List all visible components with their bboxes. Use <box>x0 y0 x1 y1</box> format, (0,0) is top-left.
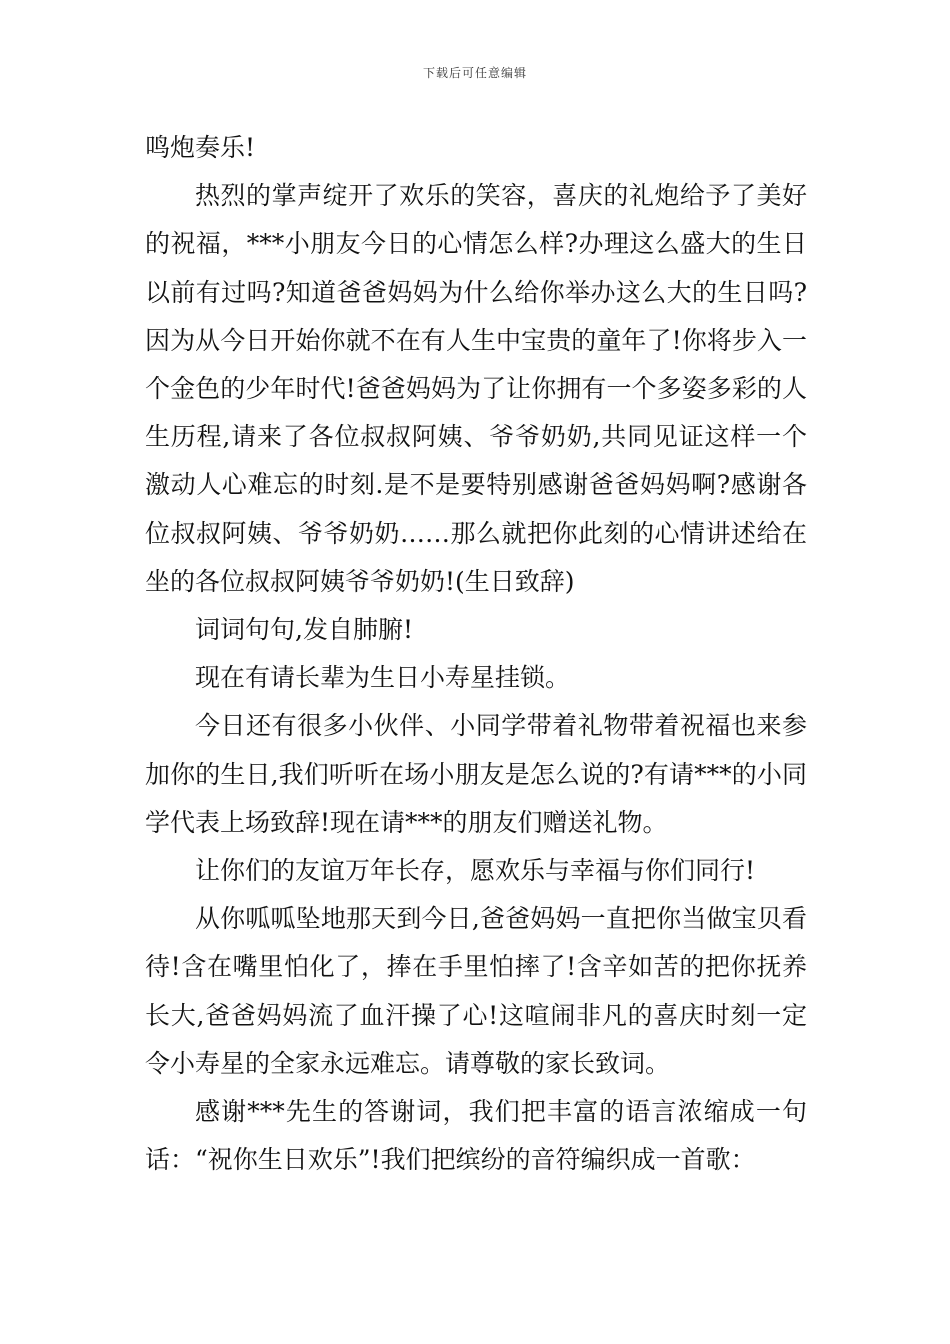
paragraph: 感谢***先生的答谢词，我们把丰富的语言浓缩成一句话：“祝你生日欢乐”!我们把缤纷的音符编织成一首歌： <box>145 1097 807 1175</box>
paragraph: 现在有请长辈为生日小寿星挂锁。 <box>195 663 571 693</box>
paragraph: 热烈的掌声绽开了欢乐的笑容，喜庆的礼炮给予了美好的祝福，***小朋友今日的心情怎么样?办理这么盛大的生日以前有过吗?知道爸爸妈妈为什么给你举办这么大的生日吗?因为从今日开始你就不在有人生中宝贵的童年了!你将步入一个金色的少年时代!爸爸妈妈为了让你拥有一个多姿多彩的人生历程,请来了各位叔叔阿姨、爷爷奶奶,共同见证这样一个激动人心难忘的时刻.是不是要特别感谢爸爸妈妈啊?感谢各位叔叔阿姨、爷爷奶奶……那么就把你此刻的心情讲述给在坐的各位叔叔阿姨爷爷奶奶!(生日致辞) <box>145 181 807 596</box>
paragraph: 让你们的友谊万年长存，愿欢乐与幸福与你们同行! <box>195 856 756 886</box>
page-header: 下载后可任意编辑 <box>422 66 527 80</box>
document-body <box>145 124 807 1184</box>
paragraph: 今日还有很多小伙伴、小同学带着礼物带着祝福也来参加你的生日,我们听听在场小朋友是怎么说的?有请***的小同学代表上场致辞!现在请***的朋友们赠送礼物。 <box>145 711 807 837</box>
paragraph: 鸣炮奏乐! <box>145 133 256 162</box>
paragraph: 词词句句,发自肺腑! <box>195 615 413 645</box>
paragraph: 从你呱呱坠地那天到今日,爸爸妈妈一直把你当做宝贝看待!含在嘴里怕化了，捧在手里怕摔了!含辛如苦的把你抚养长大,爸爸妈妈流了血汗操了心!这喧闹非凡的喜庆时刻一定令小寿星的全家永远难忘。请尊敬的家长致词。 <box>145 904 807 1078</box>
